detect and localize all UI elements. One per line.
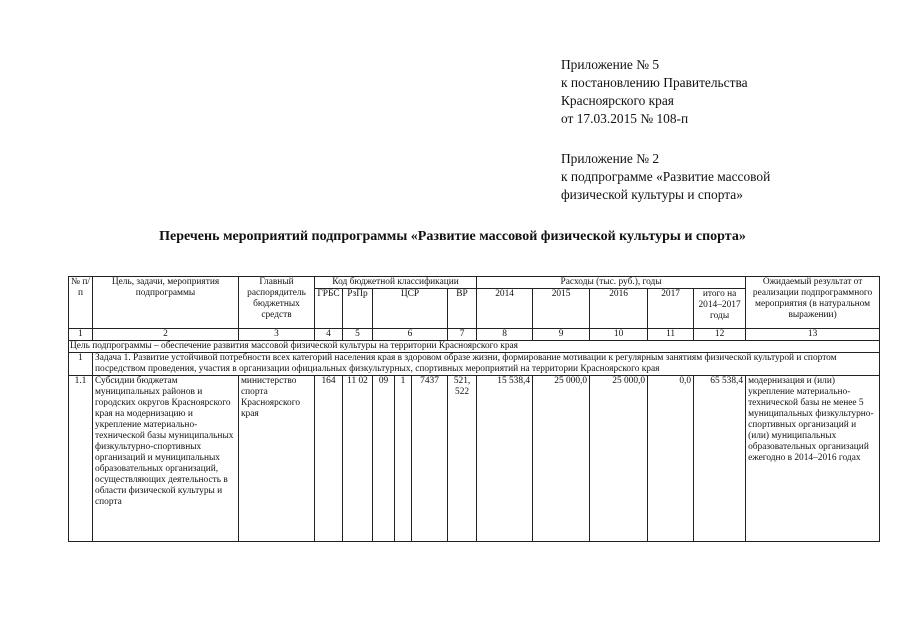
- col-header-2017: 2017: [648, 289, 694, 329]
- measure-csr-part3: 7437: [412, 376, 448, 542]
- col-header-goal: Цель, задачи, мероприятия подпрограммы: [93, 277, 239, 329]
- document-title: Перечень мероприятий подпрограммы «Развитие массовой физической культуры и спорта»: [159, 229, 746, 244]
- appendix-line: физической культуры и спорта»: [561, 187, 743, 202]
- col-header-2016: 2016: [590, 289, 648, 329]
- col-header-rzpr: РзПр: [343, 289, 373, 329]
- col-header-code: Код бюджетной классификации: [315, 277, 477, 289]
- column-number: 3: [239, 329, 315, 341]
- measure-2014: 15 538,4: [477, 376, 533, 542]
- col-header-2014: 2014: [477, 289, 533, 329]
- measure-manager: министерство спорта Красноярского края: [239, 376, 315, 542]
- task-text: Задача 1. Развитие устойчивой потребности всех категорий населения края в здоровом образе жизни, формирование мотивации к регулярным занятиям физической культурой и спортом посредством проведения, участия в организации официальных физкультурных, спортивных мероприятий на территории Красноярского края: [93, 353, 880, 376]
- col-header-csr: ЦСР: [373, 289, 448, 329]
- col-header-2015: 2015: [533, 289, 590, 329]
- col-header-result: Ожидаемый результат от реализации подпрограммного мероприятия (в натуральном выражении): [746, 277, 880, 329]
- column-number-row: [69, 329, 880, 341]
- column-number: 12: [694, 329, 746, 341]
- measure-rzpr: 11 02: [343, 376, 373, 542]
- measure-grbs: 164: [315, 376, 343, 542]
- measures-table: [68, 276, 880, 542]
- goal-row: [69, 341, 880, 353]
- col-header-vr: ВР: [448, 289, 477, 329]
- measure-row: [69, 376, 880, 542]
- column-number: 9: [533, 329, 590, 341]
- column-number: 7: [448, 329, 477, 341]
- appendix-line: к подпрограмме «Развитие массовой: [561, 169, 771, 184]
- appendix-line: Приложение № 2: [561, 151, 660, 166]
- col-header-total: итого на 2014–2017 годы: [694, 289, 746, 329]
- measure-2017: 0,0: [648, 376, 694, 542]
- header-row-1: [69, 277, 880, 289]
- column-number: 13: [746, 329, 880, 341]
- column-number: 2: [93, 329, 239, 341]
- appendix-line: Приложение № 5: [561, 57, 660, 72]
- col-header-costs: Расходы (тыс. руб.), годы: [477, 277, 746, 289]
- measure-vr: 521, 522: [448, 376, 477, 542]
- column-number: 11: [648, 329, 694, 341]
- column-number: 4: [315, 329, 343, 341]
- task-number: 1: [69, 353, 93, 376]
- measure-csr-part1: 09: [373, 376, 395, 542]
- col-header-grbs: ГРБС: [315, 289, 343, 329]
- appendix-5-header: [561, 56, 748, 128]
- appendix-line: к постановлению Правительства: [561, 75, 748, 90]
- task-row: [69, 353, 880, 376]
- measure-name: Субсидии бюджетам муниципальных районов и городских округов Красноярского края на модернизацию и укрепление материально-технической базы муниципальных физкультурно-спортивных организаций и муниципальных образовательных организаций, осуществляющих деятельность в области физической культуры и спорта: [93, 376, 239, 542]
- measure-2016: 25 000,0: [590, 376, 648, 542]
- measure-total: 65 538,4: [694, 376, 746, 542]
- measure-number: 1.1: [69, 376, 93, 542]
- appendix-line: Красноярского края: [561, 93, 674, 108]
- column-number: 1: [69, 329, 93, 341]
- column-number: 10: [590, 329, 648, 341]
- col-header-manager: Главный распорядитель бюджетных средств: [239, 277, 315, 329]
- column-number: 6: [373, 329, 448, 341]
- column-number: 8: [477, 329, 533, 341]
- measure-result: модернизация и (или) укрепление материально-технической базы не менее 5 муниципальных физкультурно-спортивных организаций и (или) муниципальных образовательных организаций ежегодно в 2014–2016 годах: [746, 376, 880, 542]
- column-number: 5: [343, 329, 373, 341]
- appendix-2-header: [561, 150, 770, 204]
- measure-csr-part2: 1: [395, 376, 412, 542]
- col-header-num: № п/п: [69, 277, 93, 329]
- measure-2015: 25 000,0: [533, 376, 590, 542]
- appendix-line: от 17.03.2015 № 108-п: [561, 111, 689, 126]
- program-goal: Цель подпрограммы – обеспечение развития массовой физической культуры на территории Красноярского края: [69, 341, 880, 353]
